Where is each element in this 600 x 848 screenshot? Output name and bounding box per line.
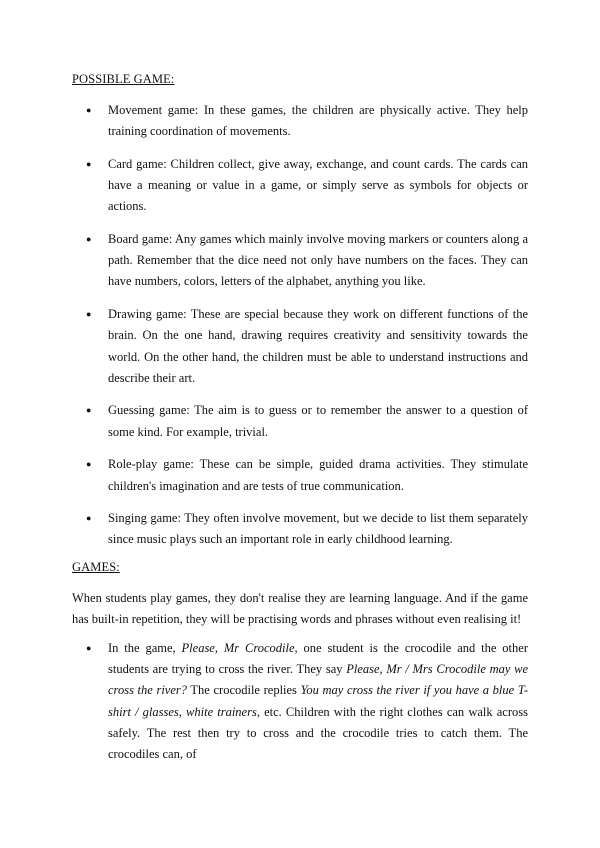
bullet-icon: ●	[86, 158, 92, 169]
list-item-role-play-game	[0, 454, 600, 496]
games-list	[0, 638, 600, 777]
list-item-text: Movement game: In these games, the children are physically active. They help training coordination of movements.	[108, 103, 528, 139]
quote-italic: Please, Mr / Mrs Crocodile may we cross the river?	[108, 662, 528, 698]
list-item-text: Board game: Any games which mainly involve moving markers or counters along a path. Remember that the dice need not only have numbers on the faces. They can have numbers, colors, letters of the alphabet, anything you like.	[108, 232, 528, 289]
bullet-icon: ●	[86, 405, 92, 416]
list-item-text: Drawing game: These are special because they work on different functions of the brain. On the one hand, drawing requires creativity and sensitivity towards the world. On the other hand, the children must be able to understand instructions and describe their art.	[108, 307, 528, 385]
games-intro-paragraph: When students play games, they don't realise they are learning language. And if the game has built-in repetition, they will be practising words and phrases without even realising it!	[72, 591, 528, 627]
section-heading-possible-game: POSSIBLE GAME:	[72, 72, 175, 86]
list-item-text: Singing game: They often involve movement, but we decide to list them separately since music plays such an important role in early childhood learning.	[108, 511, 528, 547]
game-name-italic: Please, Mr Crocodile,	[181, 641, 298, 655]
possible-games-list	[0, 100, 600, 562]
quote-italic: You may cross the river if you have a blue T-shirt / glasses, white trainers,	[108, 683, 529, 719]
list-item-guessing-game	[0, 400, 600, 442]
bullet-icon: ●	[86, 459, 92, 470]
text-part: one student is the crocodile and the other students are trying to cross the river. They say	[108, 641, 528, 677]
text-part: etc. Children with the right clothes can walk across safely. The rest then try to cross and the crocodile tries to catch them. The crocodiles can, of	[108, 704, 528, 762]
text-part: In the game,	[108, 641, 182, 655]
bullet-icon: ●	[86, 513, 92, 524]
list-item-card-game	[0, 154, 600, 218]
section-heading-games: GAMES:	[72, 560, 120, 574]
list-item-text: Guessing game: The aim is to guess or to remember the answer to a question of some kind. For example, trivial.	[108, 403, 528, 439]
list-item-movement-game	[0, 100, 600, 142]
bullet-icon: ●	[86, 105, 92, 115]
list-item-please-mr-crocodile	[0, 638, 600, 765]
list-item-text: Role-play game: These can be simple, guided drama activities. They stimulate children's imagination and are tests of true communication.	[108, 457, 528, 493]
text-part: The crocodile replies	[187, 683, 301, 698]
list-item-singing-game	[0, 508, 600, 550]
bullet-icon: ●	[86, 309, 92, 320]
list-item-board-game	[0, 229, 600, 293]
bullet-icon: ●	[86, 643, 92, 653]
list-item-text: Card game: Children collect, give away, exchange, and count cards. The cards can have a meaning or value in a game, or simply serve as symbols for objects or actions.	[108, 156, 528, 214]
list-item-drawing-game	[0, 304, 600, 389]
bullet-icon: ●	[86, 234, 92, 245]
